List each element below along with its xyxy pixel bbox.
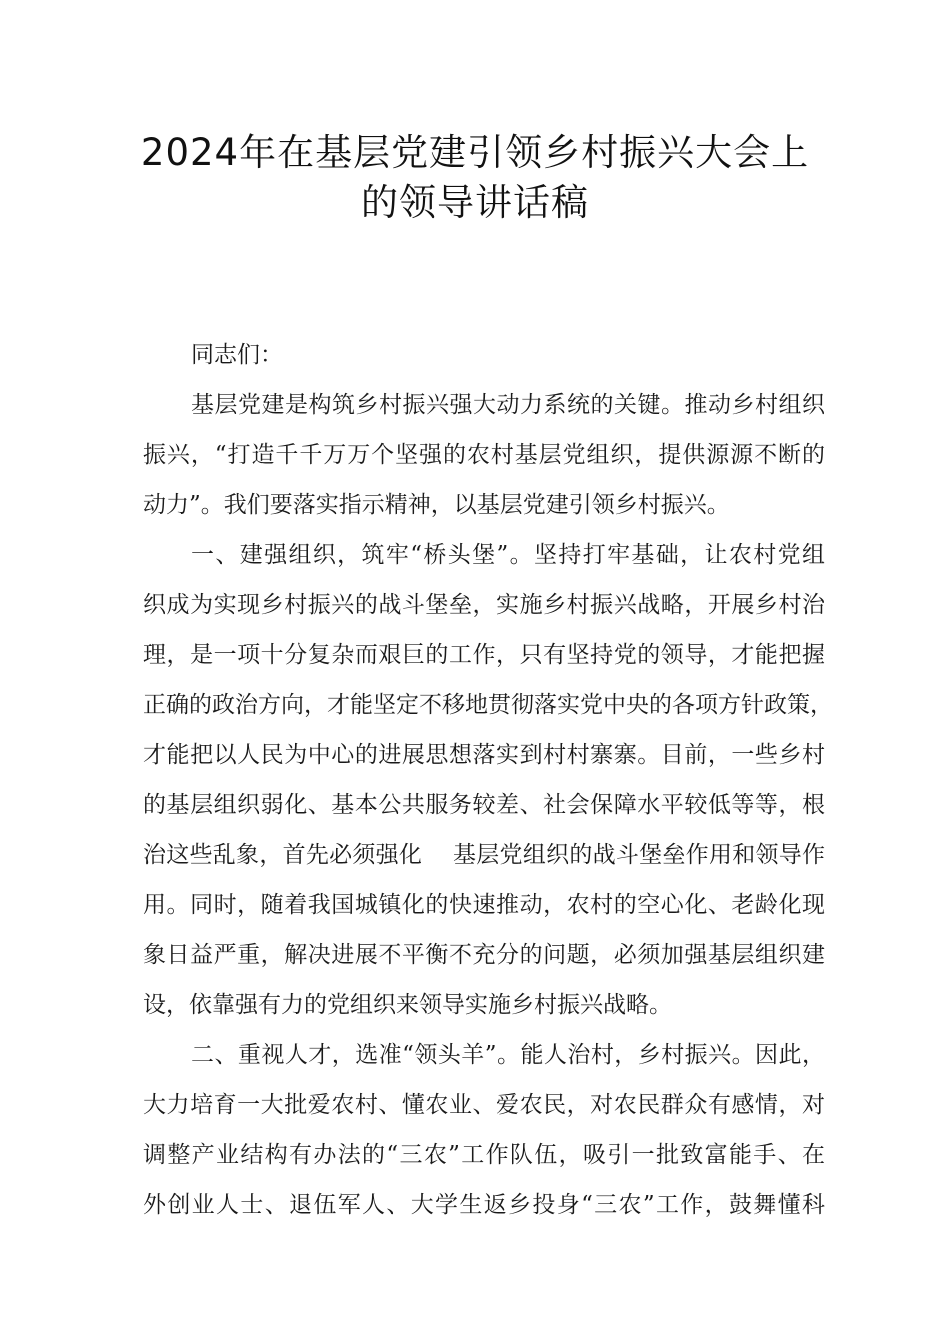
paragraph-3-line: 外创业人士、退伍军人、大学生返乡投身“三农”工作，鼓舞懂科 (143, 1192, 825, 1218)
document-body (143, 330, 833, 1230)
paragraph-2-line: 用。同时，随着我国城镇化的快速推动，农村的空心化、老龄化现 (143, 892, 825, 918)
paragraph-2-line: 一、建强组织，筑牢“桥头堡”。坚持打牢基础，让农村党组 (191, 542, 825, 568)
paragraph-2-line: 正确的政治方向，才能坚定不移地贯彻落实党中央的各项方针政策， (143, 692, 833, 718)
salutation: 同志们： (191, 342, 283, 368)
title-line-1: 2024年在基层党建引领乡村振兴大会上 (140, 131, 810, 174)
title-line-2: 的领导讲话稿 (361, 181, 589, 224)
paragraph-2-line: 象日益严重，解决进展不平衡不充分的问题，必须加强基层组织建 (143, 942, 825, 968)
document-title (100, 128, 850, 228)
paragraph-3-line: 调整产业结构有办法的“三农”工作队伍，吸引一批致富能手、在 (143, 1142, 825, 1168)
paragraph-3-line: 二、重视人才，选准“领头羊”。能人治村，乡村振兴。因此， (191, 1042, 825, 1068)
paragraph-2-line: 织成为实现乡村振兴的战斗堡垒，实施乡村振兴战略，开展乡村治 (143, 592, 825, 618)
paragraph-3-line: 大力培育一大批爱农村、懂农业、爱农民，对农民群众有感情，对 (143, 1092, 825, 1118)
paragraph-1-line: 动力”。我们要落实指示精神，以基层党建引领乡村振兴。 (143, 492, 730, 518)
paragraph-2-line: 的基层组织弱化、基本公共服务较差、社会保障水平较低等等，根 (143, 792, 825, 818)
paragraph-2-line: 治这些乱象，首先必须强化 基层党组织的战斗堡垒作用和领导作 (143, 842, 825, 868)
paragraph-2-line: 才能把以人民为中心的进展思想落实到村村寨寨。目前，一些乡村 (143, 742, 825, 768)
paragraph-2-line: 设，依靠强有力的党组织来领导实施乡村振兴战略。 (143, 992, 672, 1018)
paragraph-2-line: 理，是一项十分复杂而艰巨的工作，只有坚持党的领导，才能把握 (143, 642, 825, 668)
paragraph-1-line: 基层党建是构筑乡村振兴强大动力系统的关键。推动乡村组织 (191, 392, 825, 418)
paragraph-1-line: 振兴，“打造千千万万个坚强的农村基层党组织，提供源源不断的 (143, 442, 825, 468)
